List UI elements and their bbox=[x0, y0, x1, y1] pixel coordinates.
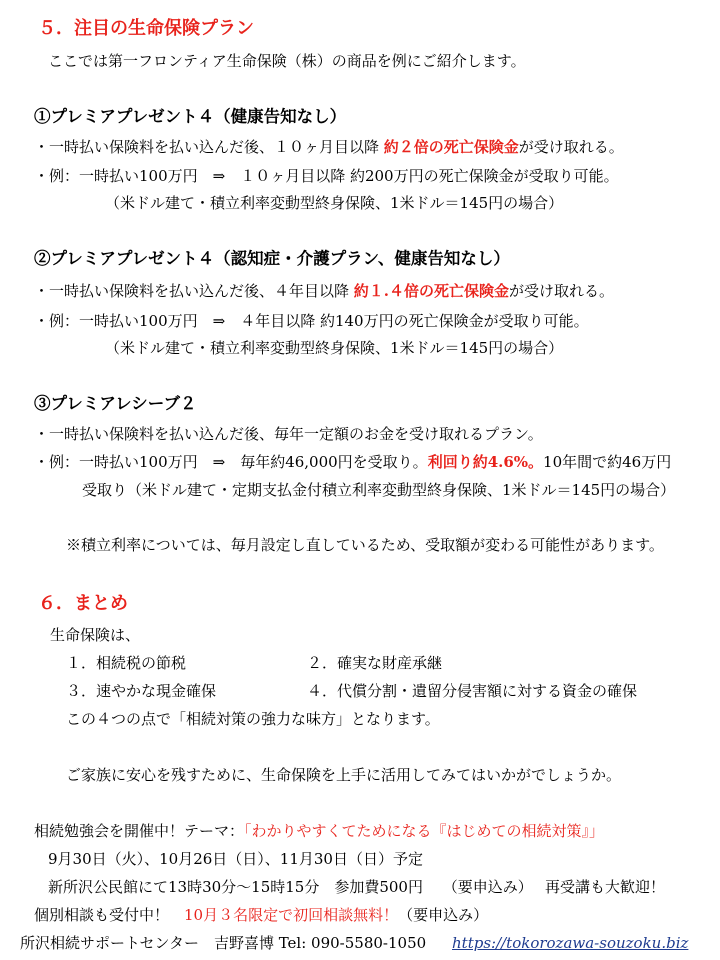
summary-point-3: ３．速やかな現金確保 bbox=[66, 682, 217, 700]
section5-footnote: ※積立利率については、毎月設定し直しているため、受取額が変わる可能性があります。 bbox=[66, 536, 664, 554]
section5-intro: ここでは第一フロンティア生命保険（株）の商品を例にご紹介します。 bbox=[48, 52, 526, 70]
seminar-theme: 「わかりやすくてためになる『はじめての相続対策』」 bbox=[244, 822, 605, 840]
plan2-bullet1 bbox=[34, 281, 614, 301]
footer-contact: 所沢相続サポートセンター 吉野喜博 Tel: 090-5580-1050 bbox=[20, 934, 427, 952]
plan1-bullet1 bbox=[34, 137, 624, 157]
section6-conclusion: この４つの点で「相続対策の強力な味方」となります。 bbox=[66, 710, 440, 728]
plan2-bullet2: ・例：一時払い100万円 ⇒ ４年目以降 約140万円の死亡保険金が受取り可能。 bbox=[34, 312, 589, 330]
plan2-bullet1-suffix: が受け取れる。 bbox=[509, 282, 615, 300]
summary-point-4: ４．代償分割・遺留分侵害額に対する資金の確保 bbox=[307, 682, 638, 700]
plan3-bullet2-text: ・例：一時払い100万円 ⇒ 毎年約46,000円を受取り。 bbox=[34, 453, 428, 471]
consultation-suffix: （要申込み） bbox=[398, 906, 489, 924]
seminar-venue: 新所沢公民館にて13時30分～15時15分 参加費500円 （要申込み） 再受講も大歓迎！ bbox=[48, 878, 666, 896]
plan1-highlight: 約２倍の死亡保険金 bbox=[383, 138, 519, 156]
consultation-notice bbox=[34, 905, 488, 925]
plan1-title: ①プレミアプレゼント４（健康告知なし） bbox=[34, 107, 347, 126]
summary-point-2: ２．確実な財産承継 bbox=[307, 654, 443, 672]
website-link[interactable]: https://tokorozawa-souzoku.biz bbox=[452, 934, 689, 952]
plan3-title: ③プレミアレシーブ２ bbox=[34, 394, 197, 413]
plan1-bullet1-suffix: が受け取れる。 bbox=[518, 138, 624, 156]
section6-intro: 生命保険は、 bbox=[50, 626, 141, 644]
plan2-bullet1-text: ・一時払い保険料を払い込んだ後、４年目以降 bbox=[34, 282, 354, 300]
seminar-announcement bbox=[34, 821, 604, 841]
plan3-bullet1: ・一時払い保険料を払い込んだ後、毎年一定額のお金を受け取れるプラン。 bbox=[34, 425, 543, 443]
section5-heading: ５．注目の生命保険プラン bbox=[38, 18, 254, 39]
plan3-bullet2-suffix: 10年間で約46万円 bbox=[543, 453, 672, 471]
plan1-note: （米ドル建て・積立利率変動型終身保険、1米ドル＝145円の場合） bbox=[105, 194, 564, 212]
consultation-lead: 個別相談も受付中！ bbox=[34, 906, 185, 924]
consultation-offer: 10月３名限定で初回相談無料！ bbox=[184, 906, 399, 924]
plan2-note: （米ドル建て・積立利率変動型終身保険、1米ドル＝145円の場合） bbox=[105, 339, 564, 357]
plan3-bullet3: 受取り（米ドル建て・定期支払金付積立利率変動型終身保険、1米ドル＝145円の場合） bbox=[82, 481, 676, 499]
plan2-highlight: 約１.４倍の死亡保険金 bbox=[353, 282, 510, 300]
plan3-highlight: 利回り約4.6%。 bbox=[427, 453, 544, 471]
plan1-bullet1-text: ・一時払い保険料を払い込んだ後、１０ヶ月目以降 bbox=[34, 138, 384, 156]
plan3-bullet2 bbox=[34, 452, 671, 472]
plan2-title: ②プレミアプレゼント４（認知症・介護プラン、健康告知なし） bbox=[34, 249, 510, 268]
section6-closing: ご家族に安心を残すために、生命保険を上手に活用してみてはいかがでしょうか。 bbox=[66, 766, 622, 784]
seminar-dates: 9月30日（火）、10月26日（日）、11月30日（日）予定 bbox=[48, 850, 423, 868]
seminar-lead: 相続勉強会を開催中！テーマ： bbox=[34, 822, 245, 840]
summary-point-1: １．相続税の節税 bbox=[66, 654, 187, 672]
plan1-bullet2: ・例：一時払い100万円 ⇒ １０ヶ月目以降 約200万円の死亡保険金が受取り可能。 bbox=[34, 167, 619, 185]
section6-heading: ６．まとめ bbox=[38, 593, 128, 614]
